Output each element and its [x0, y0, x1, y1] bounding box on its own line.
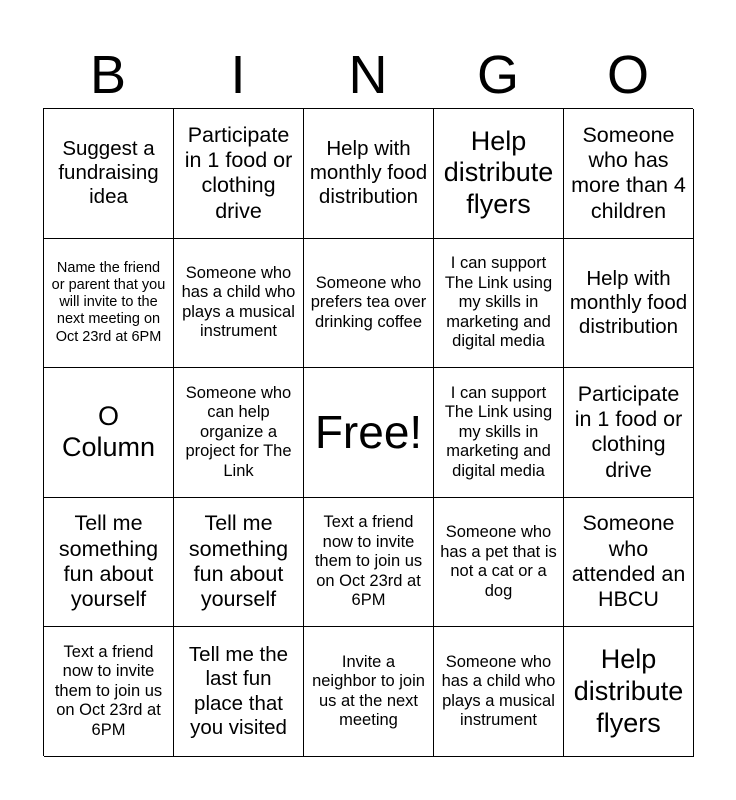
bingo-cell-r1-c1[interactable]	[44, 109, 174, 239]
bingo-cell-r4-c5[interactable]	[564, 498, 694, 628]
bingo-board	[43, 108, 693, 756]
cell-text: I can support The Link using my skills in marketing and digital media	[444, 254, 553, 351]
cell-text: Text a friend now to invite them to join us on Oct 23rd at 6PM	[314, 513, 423, 610]
bingo-cell-r4-c1[interactable]	[44, 498, 174, 628]
cell-text: Help distribute flyers	[573, 643, 684, 738]
bingo-cell-r2-c2[interactable]	[174, 239, 304, 369]
bingo-cell-free[interactable]	[304, 368, 434, 498]
cell-text: Name the friend or parent that you will invite to the next meeting on Oct 23rd at 6PM	[51, 260, 166, 345]
bingo-cell-r5-c1[interactable]	[44, 627, 174, 757]
cell-text: Tell me something fun about yourself	[58, 511, 159, 612]
free-space-text: Free!	[314, 406, 423, 459]
cell-text: Help with monthly food distribution	[569, 266, 688, 338]
bingo-cell-r4-c2[interactable]	[174, 498, 304, 628]
bingo-cell-r5-c3[interactable]	[304, 627, 434, 757]
cell-text: Participate in 1 food or clothing drive	[184, 122, 293, 223]
cell-text: Someone who has a child who plays a musical instrument	[441, 652, 556, 730]
cell-text: Suggest a fundraising idea	[58, 137, 159, 209]
cell-text: Someone who has more than 4 children	[571, 122, 686, 223]
cell-text: Help with monthly food distribution	[309, 137, 428, 209]
bingo-cell-r2-c3[interactable]	[304, 239, 434, 369]
bingo-cell-r1-c5[interactable]	[564, 109, 694, 239]
cell-text: Text a friend now to invite them to join us on Oct 23rd at 6PM	[54, 643, 163, 739]
bingo-cell-r3-c5[interactable]	[564, 368, 694, 498]
bingo-cell-r2-c4[interactable]	[434, 239, 564, 369]
bingo-cell-r5-c2[interactable]	[174, 627, 304, 757]
bingo-cell-r1-c2[interactable]	[174, 109, 304, 239]
bingo-cell-r3-c1[interactable]	[44, 368, 174, 498]
cell-text: Invite a neighbor to join us at the next meeting	[312, 652, 425, 730]
bingo-cell-r4-c4[interactable]	[434, 498, 564, 628]
bingo-cell-r2-c5[interactable]	[564, 239, 694, 369]
bingo-cell-r1-c3[interactable]	[304, 109, 434, 239]
header-letter-g: G	[476, 45, 519, 105]
header-letter-n: N	[348, 45, 388, 105]
cell-text: Tell me the last fun place that you visited	[188, 643, 289, 739]
cell-text: Someone who can help organize a project for The Link	[185, 383, 292, 480]
header-letter-o: O	[606, 45, 649, 105]
cell-text: Someone who has a child who plays a musical instrument	[181, 263, 296, 341]
bingo-header	[43, 44, 693, 106]
cell-text: Someone who has a pet that is not a cat or a dog	[440, 523, 557, 600]
header-letter-b: B	[89, 45, 127, 105]
cell-text: Someone who attended an HBCU	[571, 511, 686, 612]
bingo-cell-r4-c3[interactable]	[304, 498, 434, 628]
bingo-cell-r5-c5[interactable]	[564, 627, 694, 757]
cell-text: Participate in 1 food or clothing drive	[574, 381, 683, 482]
cell-text: Someone who prefers tea over drinking coffee	[310, 273, 427, 331]
cell-text: I can support The Link using my skills in marketing and digital media	[444, 383, 553, 480]
cell-text: Help distribute flyers	[443, 125, 554, 220]
bingo-cell-r2-c1[interactable]	[44, 239, 174, 369]
bingo-cell-r3-c2[interactable]	[174, 368, 304, 498]
bingo-cell-r1-c4[interactable]	[434, 109, 564, 239]
bingo-cell-r3-c4[interactable]	[434, 368, 564, 498]
cell-text: O Column	[61, 400, 156, 463]
header-letter-i: I	[230, 45, 246, 105]
bingo-cell-r5-c4[interactable]	[434, 627, 564, 757]
cell-text: Tell me something fun about yourself	[188, 511, 289, 612]
